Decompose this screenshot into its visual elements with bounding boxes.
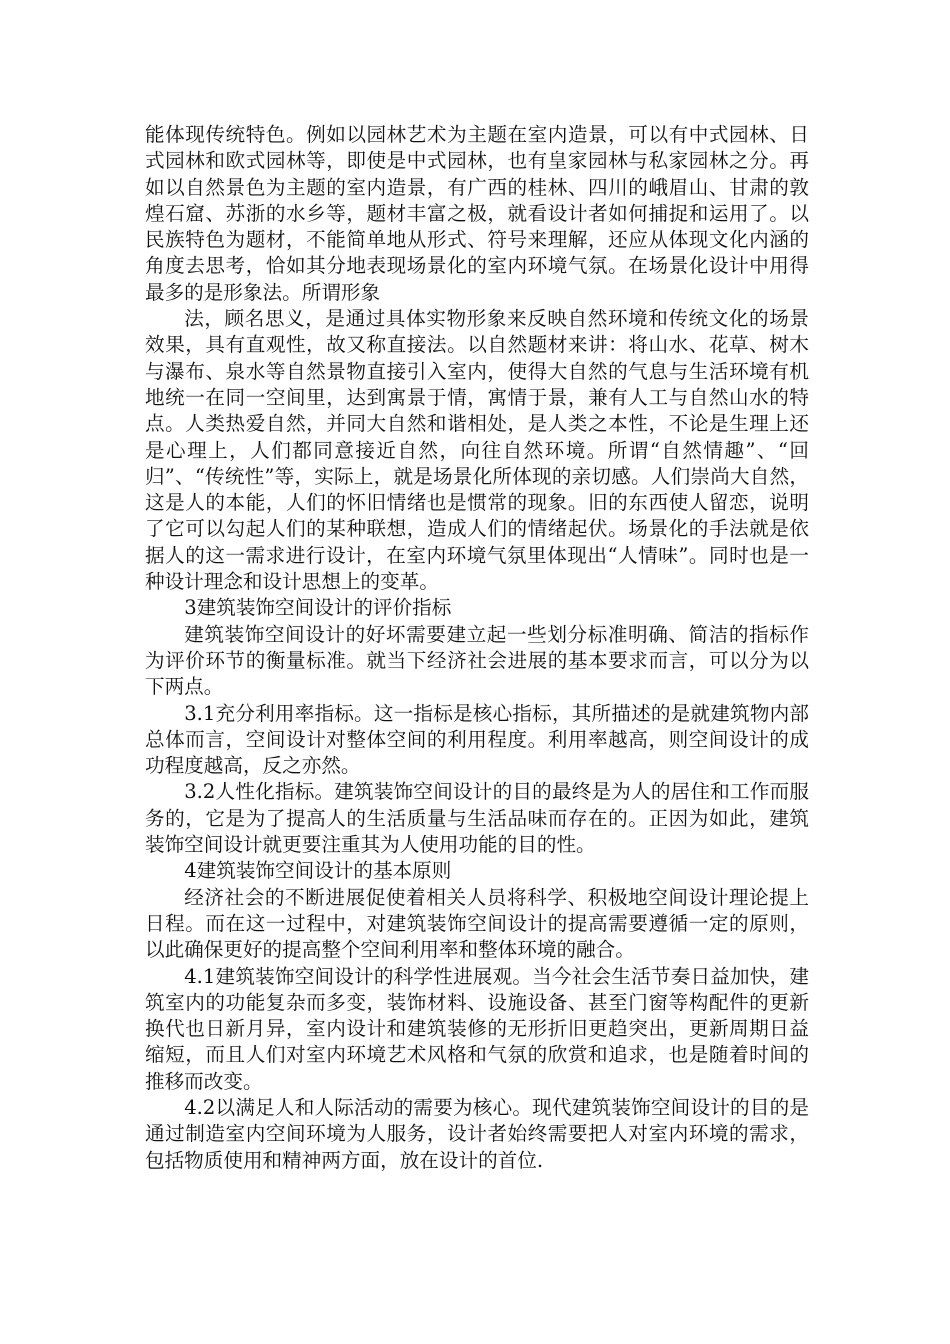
section-heading-3: 3建筑装饰空间设计的评价指标 xyxy=(184,596,452,620)
section-heading-4: 4建筑装饰空间设计的基本原则 xyxy=(184,859,452,883)
paragraph-4-1: 4.1建筑装饰空间设计的科学性进展观。当今社会生活节奏日益加快，建筑室内的功能复杂而多变，装饰材料、设施设备、甚至门窗等构配件的更新换代也日新月异，室内设计和建筑装修的无形折旧更趋突出，更新周期日益缩短，而且人们对室内环境艺术风格和气氛的欣赏和追求，也是随着时间的推移而改变。 xyxy=(145,964,809,1093)
paragraph-3-2: 3.2人性化指标。建筑装饰空间设计的目的最终是为人的居住和工作而服务的，它是为了提高人的生活质量与生活品味而存在的。正因为如此，建筑装饰空间设计就更要注重其为人使用功能的目的性。 xyxy=(145,780,809,857)
document-body xyxy=(145,122,809,1174)
paragraph: 经济社会的不断进展促使着相关人员将科学、积极地空间设计理论提上日程。而在这一过程中，对建筑装饰空间设计的提高需要遵循一定的原则，以此确保更好的提高整个空间利用率和整体环境的融合。 xyxy=(145,885,809,962)
paragraph-continued: 能体现传统特色。例如以园林艺术为主题在室内造景，可以有中式园林、日式园林和欧式园林等，即使是中式园林，也有皇家园林与私家园林之分。再如以自然景色为主题的室内造景，有广西的桂林、四川的峨眉山、甘肃的敦煌石窟、苏浙的水乡等，题材丰富之极，就看设计者如何捕捉和运用了。以民族特色为题材，不能简单地从形式、符号来理解，还应从体现文化内涵的角度去思考，恰如其分地表现场景化的室内环境气氛。在场景化设计中用得最多的是形象法。所谓形象 xyxy=(145,123,809,304)
paragraph-3-1: 3.1充分利用率指标。这一指标是核心指标，其所描述的是就建筑物内部总体而言，空间设计对整体空间的利用程度。利用率越高，则空间设计的成功程度越高，反之亦然。 xyxy=(145,701,809,778)
paragraph-4-2: 4.2以满足人和人际活动的需要为核心。现代建筑装饰空间设计的目的是通过制造室内空间环境为人服务，设计者始终需要把人对室内环境的需求，包括物质使用和精神两方面，放在设计的首位. xyxy=(145,1095,809,1172)
paragraph-image-method: 法，顾名思义，是通过具体实物形象来反映自然环境和传统文化的场景效果，具有直观性，故又称直接法。以自然题材来讲：将山水、花草、树木与瀑布、泉水等自然景物直接引入室内，使得大自然的气息与生活环境有机地统一在同一空间里，达到寓景于情，寓情于景，兼有人工与自然山水的特点。人类热爱自然，并同大自然和谐相处，是人类之本性，不论是生理上还是心理上，人们都同意接近自然，向往自然环境。所谓“自然情趣”、“回归”、“传统性”等，实际上，就是场景化所体现的亲切感。人们崇尚大自然，这是人的本能，人们的怀旧情绪也是惯常的现象。旧的东西使人留恋，说明了它可以勾起人们的某种联想，造成人们的情绪起伏。场景化的手法就是依据人的这一需求进行设计，在室内环境气氛里体现出“人情味”。同时也是一种设计理念和设计思想上的变革。 xyxy=(145,307,809,594)
paragraph: 建筑装饰空间设计的好坏需要建立起一些划分标准明确、简洁的指标作为评价环节的衡量标准。就当下经济社会进展的基本要求而言，可以分为以下两点。 xyxy=(145,622,809,699)
